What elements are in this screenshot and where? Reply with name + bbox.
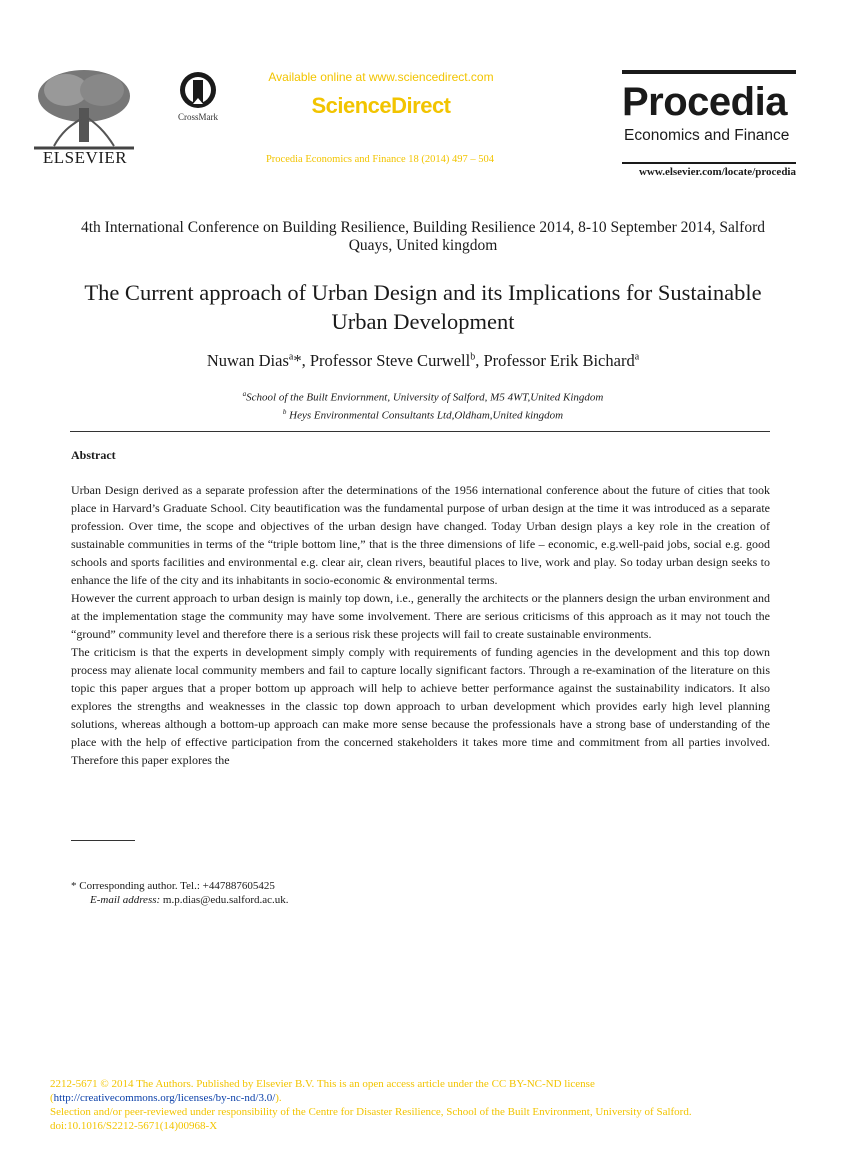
crossmark-icon	[178, 70, 218, 110]
abstract-heading: Abstract	[71, 448, 116, 462]
peer-review-line: Selection and/or peer-reviewed under responsibility of the Centre for Disaster Resilience, School of the Built Environment, University of Salford.	[50, 1106, 692, 1118]
author-name: Professor Erik Bichard	[483, 351, 635, 370]
abstract-paragraph: Urban Design derived as a separate profession after the determinations of the 1956 international conference about the future of cities that took place in Harvard’s Graduate School. City beautification was the fundamental purpose of urban design at the time it was introduced as a separate profession. Over time, the scope and objectives of the urban design have changed. Today Urban design plays a key role in the creation of sustainable communities in terms of the “triple bottom line,” that is the three dimensions of life – economic, e.g.well-paid jobs, social e.g. good schools and sports facilities and environmental e.g. clear air, clean rivers, beautiful places to live, work and play. So today urban design seeks to enhance the life of the city and its inhabitants in socio-economic & environmental terms.	[71, 483, 770, 587]
elsevier-logo	[24, 68, 142, 168]
affiliation-line	[60, 387, 786, 405]
author-affil-mark: a	[288, 351, 294, 363]
affil-text: School of the Built Enviornment, University of Salford, M5 4WT,United Kingdom	[246, 391, 604, 404]
corresponding-author: * Corresponding author. Tel.: +447887605425	[71, 880, 275, 892]
author-list	[60, 351, 786, 371]
crossmark-label: CrossMark	[178, 112, 218, 122]
affiliation-line	[60, 405, 786, 423]
conference-name: 4th International Conference on Building Resilience, Building Resilience 2014, 8-10 September 2014, Salford Quays, United kingdom	[80, 219, 765, 254]
affil-mark: b	[282, 407, 287, 416]
abstract-body	[71, 481, 770, 769]
author-name: Nuwan Dias	[206, 351, 289, 370]
publisher-name: ELSEVIER	[42, 148, 128, 167]
available-online[interactable]: Available online at www.sciencedirect.com	[268, 70, 494, 84]
footnote-rule	[71, 840, 135, 841]
doi-line[interactable]: doi:10.1016/S2212-5671(14)00968-X	[50, 1120, 218, 1132]
affiliations	[60, 387, 786, 422]
license-line: 2212-5671 © 2014 The Authors. Published by Elsevier B.V. This is an open access article under the CC BY-NC-ND license	[50, 1078, 595, 1090]
sciencedirect-logo: ScienceDirect	[311, 93, 451, 118]
affil-mark: a	[242, 390, 247, 398]
paren-open: (	[50, 1092, 54, 1104]
email-label: E-mail address:	[90, 894, 161, 906]
license-url-line	[50, 1091, 790, 1105]
affil-text: Heys Environmental Consultants Ltd,Oldham,United kingdom	[286, 409, 564, 422]
abstract-paragraph: However the current approach to urban design is mainly top down, i.e., generally the architects or the planners design the urban environment and at the implementation stage the community may have some involvement. There are serious criticisms of this approach as it may not touch the “ground” community level and therefore there is a serious risk these projects will fail to create sustainable environments.	[71, 591, 770, 641]
license-url-link[interactable]: http://creativecommons.org/licenses/by-nc-nd/3.0/	[53, 1092, 276, 1104]
author-affil-mark: a	[634, 351, 640, 363]
author-separator: *,	[293, 351, 310, 370]
procedia-top-rule	[622, 70, 796, 74]
author-separator: ,	[475, 351, 484, 370]
procedia-bottom-rule	[622, 162, 796, 164]
procedia-subtitle: Economics and Finance	[624, 127, 790, 144]
email-address[interactable]: m.p.dias@edu.salford.ac.uk.	[160, 894, 289, 906]
author-name: Professor Steve Curwell	[309, 351, 471, 370]
author-affil-mark: b	[470, 351, 476, 363]
procedia-title: Procedia	[622, 80, 787, 124]
header-divider	[70, 431, 770, 432]
email-line	[90, 894, 289, 906]
procedia-url[interactable]: www.elsevier.com/locate/procedia	[638, 166, 796, 178]
abstract-paragraph: The criticism is that the experts in development simply comply with requirements of funding agencies in the development and this top down process may alienate local community members and fail to capture locally significant factors. Through a re-examination of the literature on this topic this paper argues that a proper bottom up approach will help to achieve better performance against the sustainability indicators. It also explores the strengths and weaknesses in the classic top down approach to urban development which provides early high level planning solutions, whereas although a bottom-up approach can make more sense because the professionals have a strong base of understanding of the place with the help of effective participation from the concerned stakeholders it takes more time and commitment from all parties involved. Therefore this paper explores the	[71, 645, 770, 767]
journal-citation: Procedia Economics and Finance 18 (2014) 497 – 504	[265, 154, 495, 165]
paren-close: ).	[275, 1092, 282, 1104]
paper-title: The Current approach of Urban Design and its Implications for Sustainable Urban Development	[84, 280, 762, 334]
